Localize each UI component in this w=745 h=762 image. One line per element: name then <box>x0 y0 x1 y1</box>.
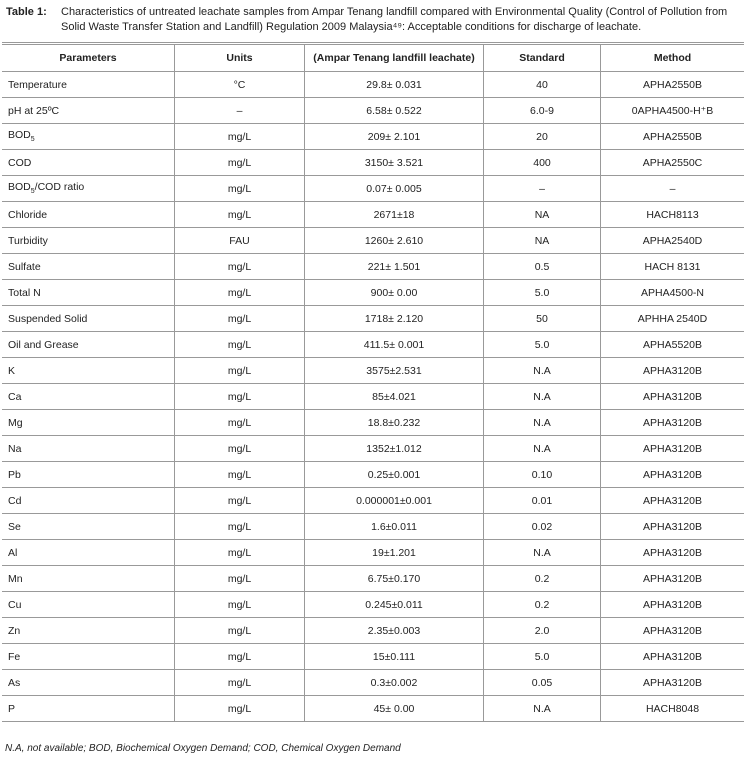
cell-value: 2671±18 <box>305 202 484 228</box>
cell-parameter: Na <box>2 436 175 462</box>
table-row <box>2 384 744 410</box>
cell-method: APHA3120B <box>601 644 745 670</box>
table-row <box>2 72 744 98</box>
table-row <box>2 436 744 462</box>
cell-parameter: Temperature <box>2 72 175 98</box>
table-row <box>2 358 744 384</box>
cell-units: mg/L <box>175 332 305 358</box>
table-row <box>2 306 744 332</box>
cell-parameter: Mn <box>2 566 175 592</box>
cell-value: 6.58± 0.522 <box>305 98 484 124</box>
cell-value: 45± 0.00 <box>305 696 484 722</box>
cell-standard: N.A <box>484 384 601 410</box>
cell-units: mg/L <box>175 566 305 592</box>
table-row <box>2 670 744 696</box>
table-row <box>2 488 744 514</box>
cell-parameter: P <box>2 696 175 722</box>
cell-value: 29.8± 0.031 <box>305 72 484 98</box>
cell-units: mg/L <box>175 280 305 306</box>
table-row <box>2 462 744 488</box>
cell-parameter: Turbidity <box>2 228 175 254</box>
cell-parameter: Pb <box>2 462 175 488</box>
cell-units: °C <box>175 72 305 98</box>
table-footnote: N.A, not available; BOD, Biochemical Oxygen Demand; COD, Chemical Oxygen Demand <box>5 743 401 754</box>
cell-standard: N.A <box>484 436 601 462</box>
cell-standard: 20 <box>484 124 601 150</box>
cell-method: APHA3120B <box>601 540 745 566</box>
cell-value: 2.35±0.003 <box>305 618 484 644</box>
cell-units: mg/L <box>175 540 305 566</box>
cell-units: mg/L <box>175 488 305 514</box>
cell-method: APHA3120B <box>601 618 745 644</box>
cell-method: APHA3120B <box>601 436 745 462</box>
cell-standard: N.A <box>484 540 601 566</box>
cell-parameter: Cu <box>2 592 175 618</box>
cell-standard: N.A <box>484 696 601 722</box>
cell-parameter: Fe <box>2 644 175 670</box>
cell-value: 3575±2.531 <box>305 358 484 384</box>
cell-value: 0.245±0.011 <box>305 592 484 618</box>
cell-units: mg/L <box>175 592 305 618</box>
cell-units: mg/L <box>175 410 305 436</box>
cell-units: mg/L <box>175 384 305 410</box>
cell-units: mg/L <box>175 670 305 696</box>
cell-method: APHA3120B <box>601 566 745 592</box>
cell-value: 0.3±0.002 <box>305 670 484 696</box>
table-row <box>2 332 744 358</box>
cell-units: mg/L <box>175 514 305 540</box>
cell-parameter: Se <box>2 514 175 540</box>
cell-value: 19±1.201 <box>305 540 484 566</box>
cell-standard: 40 <box>484 72 601 98</box>
caption-text: Characteristics of untreated leachate samples from Ampar Tenang landfill compared with Environmental Quality (Control of Pollution from Solid Waste Transfer Station and Landfill) Regulation 2009 Malaysia⁴⁹: Acceptable conditions for discharge of leachate. <box>61 6 728 33</box>
cell-method: APHA2550B <box>601 124 745 150</box>
cell-value: 1260± 2.610 <box>305 228 484 254</box>
cell-value: 209± 2.101 <box>305 124 484 150</box>
table-header-row <box>2 44 744 72</box>
table-row <box>2 98 744 124</box>
cell-method: APHA3120B <box>601 384 745 410</box>
cell-value: 15±0.111 <box>305 644 484 670</box>
cell-standard: – <box>484 176 601 202</box>
cell-standard: 50 <box>484 306 601 332</box>
cell-units: mg/L <box>175 306 305 332</box>
cell-value: 0.07± 0.005 <box>305 176 484 202</box>
table-row <box>2 254 744 280</box>
cell-parameter: pH at 25ºC <box>2 98 175 124</box>
cell-method: APHA4500-N <box>601 280 745 306</box>
table-row <box>2 150 744 176</box>
cell-standard: 400 <box>484 150 601 176</box>
cell-standard: 0.02 <box>484 514 601 540</box>
cell-parameter: Sulfate <box>2 254 175 280</box>
cell-parameter: Ca <box>2 384 175 410</box>
header-standard: Standard <box>484 44 601 72</box>
cell-parameter: Zn <box>2 618 175 644</box>
cell-parameter: Cd <box>2 488 175 514</box>
table-row <box>2 228 744 254</box>
cell-parameter: Total N <box>2 280 175 306</box>
cell-value: 1.6±0.011 <box>305 514 484 540</box>
table-caption <box>6 5 741 35</box>
cell-units: mg/L <box>175 124 305 150</box>
cell-parameter: $BOD_5$ <box>2 124 175 150</box>
cell-units: mg/L <box>175 462 305 488</box>
cell-standard: 0.5 <box>484 254 601 280</box>
cell-standard: 5.0 <box>484 644 601 670</box>
table-row <box>2 410 744 436</box>
cell-units: mg/L <box>175 618 305 644</box>
caption-label: Table 1: <box>6 6 47 18</box>
cell-method: APHA3120B <box>601 514 745 540</box>
cell-value: 0.000001±0.001 <box>305 488 484 514</box>
cell-units: FAU <box>175 228 305 254</box>
table-row <box>2 644 744 670</box>
cell-units: mg/L <box>175 176 305 202</box>
cell-method: HACH 8131 <box>601 254 745 280</box>
cell-method: APHA3120B <box>601 670 745 696</box>
table-row <box>2 696 744 722</box>
cell-method: APHA2550C <box>601 150 745 176</box>
cell-parameter: As <box>2 670 175 696</box>
cell-method: APHA3120B <box>601 358 745 384</box>
cell-units: mg/L <box>175 150 305 176</box>
table-row <box>2 592 744 618</box>
table-row <box>2 280 744 306</box>
cell-standard: 0.2 <box>484 592 601 618</box>
cell-parameter: $BOD_5$/COD ratio <box>2 176 175 202</box>
cell-standard: NA <box>484 202 601 228</box>
cell-standard: 6.0-9 <box>484 98 601 124</box>
cell-parameter: Chloride <box>2 202 175 228</box>
cell-standard: 5.0 <box>484 280 601 306</box>
cell-method: HACH8048 <box>601 696 745 722</box>
cell-method: APHA2540D <box>601 228 745 254</box>
cell-value: 0.25±0.001 <box>305 462 484 488</box>
cell-method: APHA3120B <box>601 410 745 436</box>
cell-method: APHA3120B <box>601 462 745 488</box>
cell-method: APHA5520B <box>601 332 745 358</box>
cell-parameter: Oil and Grease <box>2 332 175 358</box>
cell-units: mg/L <box>175 358 305 384</box>
table-row <box>2 540 744 566</box>
cell-parameter: COD <box>2 150 175 176</box>
cell-value: 6.75±0.170 <box>305 566 484 592</box>
cell-value: 1352±1.012 <box>305 436 484 462</box>
cell-value: 85±4.021 <box>305 384 484 410</box>
cell-value: 221± 1.501 <box>305 254 484 280</box>
table-row <box>2 618 744 644</box>
cell-value: 3150± 3.521 <box>305 150 484 176</box>
leachate-table <box>2 42 744 722</box>
cell-method: APHHA 2540D <box>601 306 745 332</box>
cell-method: 0APHA4500-H⁺B <box>601 98 745 124</box>
cell-standard: 0.05 <box>484 670 601 696</box>
cell-method: APHA3120B <box>601 592 745 618</box>
cell-standard: N.A <box>484 358 601 384</box>
header-leachate: (Ampar Tenang landfill leachate) <box>305 44 484 72</box>
cell-method: APHA3120B <box>601 488 745 514</box>
table-row <box>2 514 744 540</box>
cell-standard: 2.0 <box>484 618 601 644</box>
cell-parameter: Mg <box>2 410 175 436</box>
cell-method: HACH8113 <box>601 202 745 228</box>
cell-units: mg/L <box>175 644 305 670</box>
cell-units: – <box>175 98 305 124</box>
cell-units: mg/L <box>175 696 305 722</box>
table-row <box>2 176 744 202</box>
cell-value: 18.8±0.232 <box>305 410 484 436</box>
cell-value: 900± 0.00 <box>305 280 484 306</box>
cell-parameter: K <box>2 358 175 384</box>
header-parameters: Parameters <box>2 44 175 72</box>
header-method: Method <box>601 44 745 72</box>
header-units: Units <box>175 44 305 72</box>
cell-value: 411.5± 0.001 <box>305 332 484 358</box>
cell-standard: 0.01 <box>484 488 601 514</box>
table-row <box>2 124 744 150</box>
cell-method: – <box>601 176 745 202</box>
cell-value: 1718± 2.120 <box>305 306 484 332</box>
cell-standard: N.A <box>484 410 601 436</box>
table-row <box>2 202 744 228</box>
cell-standard: NA <box>484 228 601 254</box>
table-row <box>2 566 744 592</box>
cell-standard: 5.0 <box>484 332 601 358</box>
cell-parameter: Al <box>2 540 175 566</box>
cell-units: mg/L <box>175 202 305 228</box>
cell-standard: 0.10 <box>484 462 601 488</box>
cell-units: mg/L <box>175 254 305 280</box>
cell-parameter: Suspended Solid <box>2 306 175 332</box>
cell-method: APHA2550B <box>601 72 745 98</box>
cell-standard: 0.2 <box>484 566 601 592</box>
cell-units: mg/L <box>175 436 305 462</box>
